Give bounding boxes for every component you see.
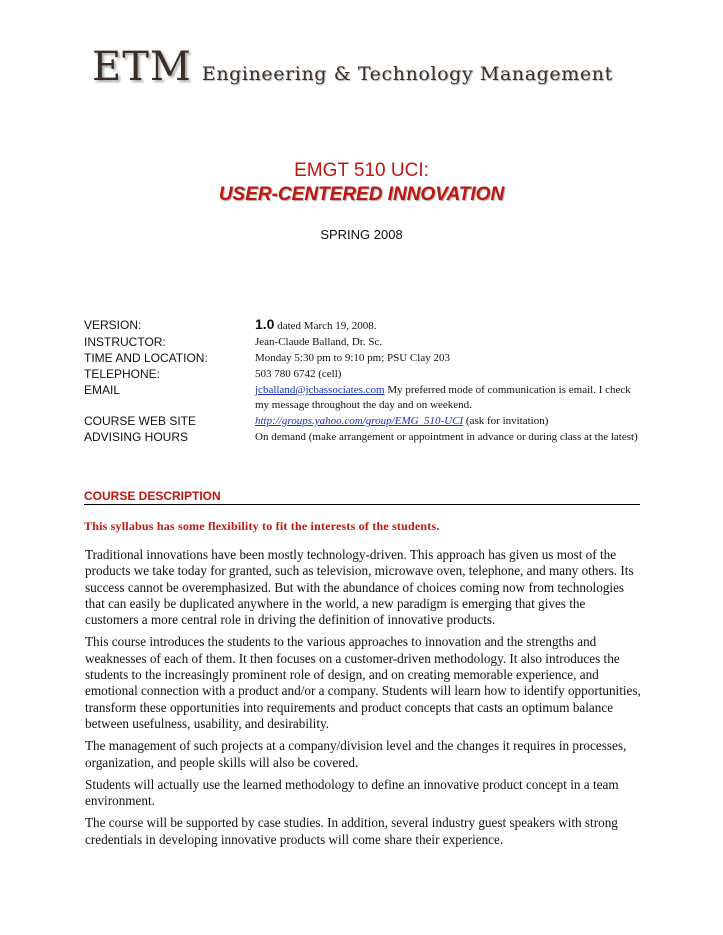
flexibility-note: This syllabus has some flexibility to fit the interests of the students. (84, 519, 440, 533)
advising-row (84, 429, 644, 445)
time-location-row (84, 350, 644, 366)
email-link[interactable]: jcballand@jcbassociates.com (255, 384, 385, 396)
website-row (84, 413, 644, 429)
course-code: EMGT 510 UCI: (294, 160, 429, 181)
version-number: 1.0 (255, 316, 275, 332)
description-paragraph: Traditional innovations have been mostly technology-driven. This approach has given us most of the products we take today for granted, such as television, microwave oven, telephone, and many others. Its success cannot be overemphasized. But with the abundance of choices coming now from technologies that can easily be duplicated anywhere in the world, a new paradigm is emerging that gives the customers a more central role in driving the definition of innovative products. (85, 547, 634, 628)
email-note: My preferred mode of communication is email. I check my message throughout the day and on weekend. (255, 384, 631, 411)
version-date: dated March 19, 2008. (274, 320, 377, 332)
description-paragraph: Students will actually use the learned methodology to define an innovative product concept in a team environment. (85, 776, 619, 809)
website-label: COURSE WEB SITE (84, 414, 197, 428)
website-note: (ask for invitation) (463, 415, 549, 427)
logo-subtitle: Engineering & Technology Management (201, 63, 613, 85)
course-info (84, 317, 644, 445)
telephone-label: TELEPHONE: (84, 367, 161, 381)
telephone-value: 503 780 6742 (cell) (255, 368, 342, 380)
email-row (84, 382, 644, 413)
version-value (255, 317, 644, 334)
description-paragraph: The course will be supported by case studies. In addition, several industry guest speakers with strong credentials in developing innovative products will come share their experience. (85, 815, 618, 847)
telephone-row (84, 366, 644, 382)
description-paragraph: The management of such projects at a company/division level and the changes it requires in processes, organization, and people skills will also be covered. (85, 738, 627, 770)
course-title: USER-CENTERED INNOVATION (218, 184, 505, 205)
website-value (255, 413, 644, 429)
logo-main: ETM (92, 44, 192, 90)
time-location-label: TIME AND LOCATION: (84, 351, 208, 365)
version-row (84, 317, 644, 334)
course-description-heading: COURSE DESCRIPTION (84, 489, 640, 505)
advising-label: ADVISING HOURS (84, 430, 189, 444)
course-description-body (85, 547, 641, 854)
etm-logo (92, 44, 613, 90)
instructor-label: INSTRUCTOR: (84, 335, 166, 349)
advising-value: On demand (make arrangement or appointment in advance or during class at the latest) (255, 431, 638, 443)
instructor-row (84, 334, 644, 350)
version-label: VERSION: (84, 318, 142, 332)
instructor-value: Jean-Claude Balland, Dr. Sc. (255, 336, 383, 348)
email-value (255, 382, 644, 413)
email-label: EMAIL (84, 383, 121, 397)
description-paragraph: This course introduces the students to the various approaches to innovation and the strengths and weaknesses of each of them. It then focuses on a customer-driven methodology. It also introduces the students to the increasingly prominent role of design, and on creating memorable experience, and emotional connection with a product and/or a company. Students will learn how to identify opportunities, transform these opportunities into requirements and product concepts that casts an optimum balance between usefulness, usability, and desirability. (85, 634, 641, 731)
website-link[interactable]: http://groups.yahoo.com/group/EMG_510-UCI (255, 415, 464, 427)
time-location-value: Monday 5:30 pm to 9:10 pm; PSU Clay 203 (255, 352, 450, 364)
course-term: SPRING 2008 (320, 227, 403, 242)
